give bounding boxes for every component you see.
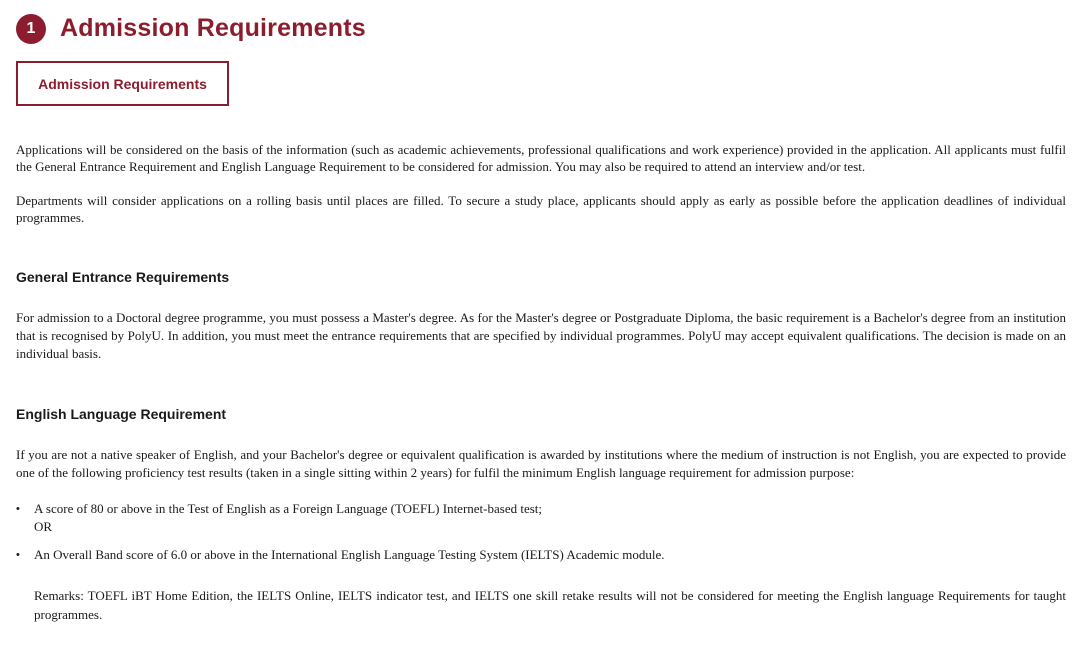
bullet-icon: • xyxy=(16,549,20,561)
list-item-text: A score of 80 or above in the Test of English as a Foreign Language (TOEFL) Internet-based test; xyxy=(34,501,543,516)
english-requirements-list xyxy=(16,500,1066,564)
main-content xyxy=(16,141,1066,624)
admission-requirements-tab[interactable]: Admission Requirements xyxy=(16,61,229,106)
general-entrance-heading: General Entrance Requirements xyxy=(16,269,230,285)
page-title: Admission Requirements xyxy=(60,13,366,42)
intro-paragraph-1: Applications will be considered on the basis of the information (such as academic achievements, professional qualifications and work experience) provided in the application. All applicants must fulfil the General Entrance Requirement and English Language Requirement to be considered for admission. You may also be required to attend an interview and/or test. xyxy=(16,142,1066,174)
intro-paragraph-2: Departments will consider applications on a rolling basis until places are filled. To secure a study place, applicants should apply as early as possible before the application deadlines of individual programmes. xyxy=(16,193,1066,225)
list-item xyxy=(16,546,1066,564)
section-number-badge: 1 xyxy=(16,14,46,44)
english-language-heading: English Language Requirement xyxy=(16,406,227,422)
general-entrance-text: For admission to a Doctoral degree programme, you must possess a Master's degree. As for the Master's degree or Postgraduate Diploma, the basic requirement is a Bachelor's degree from an institution that is recognised by PolyU. In addition, you must meet the entrance requirements that are specified by individual programmes. PolyU may accept equivalent qualifications. The decision is made on an individual basis. xyxy=(16,310,1066,361)
remarks-text: Remarks: TOEFL iBT Home Edition, the IELTS Online, IELTS indicator test, and IELTS one skill retake results will not be considered for meeting the English language Requirements for taught programmes. xyxy=(34,588,1066,622)
list-item-text: An Overall Band score of 6.0 or above in the International English Language Testing System (IELTS) Academic module. xyxy=(34,547,665,562)
bullet-icon: • xyxy=(16,503,20,515)
or-text: OR xyxy=(34,519,53,534)
list-item xyxy=(16,500,1066,536)
english-language-text: If you are not a native speaker of English, and your Bachelor's degree or equivalent qualification is awarded by institutions where the medium of instruction is not English, you are expected to provide one of the following proficiency test results (taken in a single sitting within 2 years) for fulfil the minimum English language requirement for admission purpose: xyxy=(16,447,1066,480)
section-header xyxy=(16,12,366,44)
